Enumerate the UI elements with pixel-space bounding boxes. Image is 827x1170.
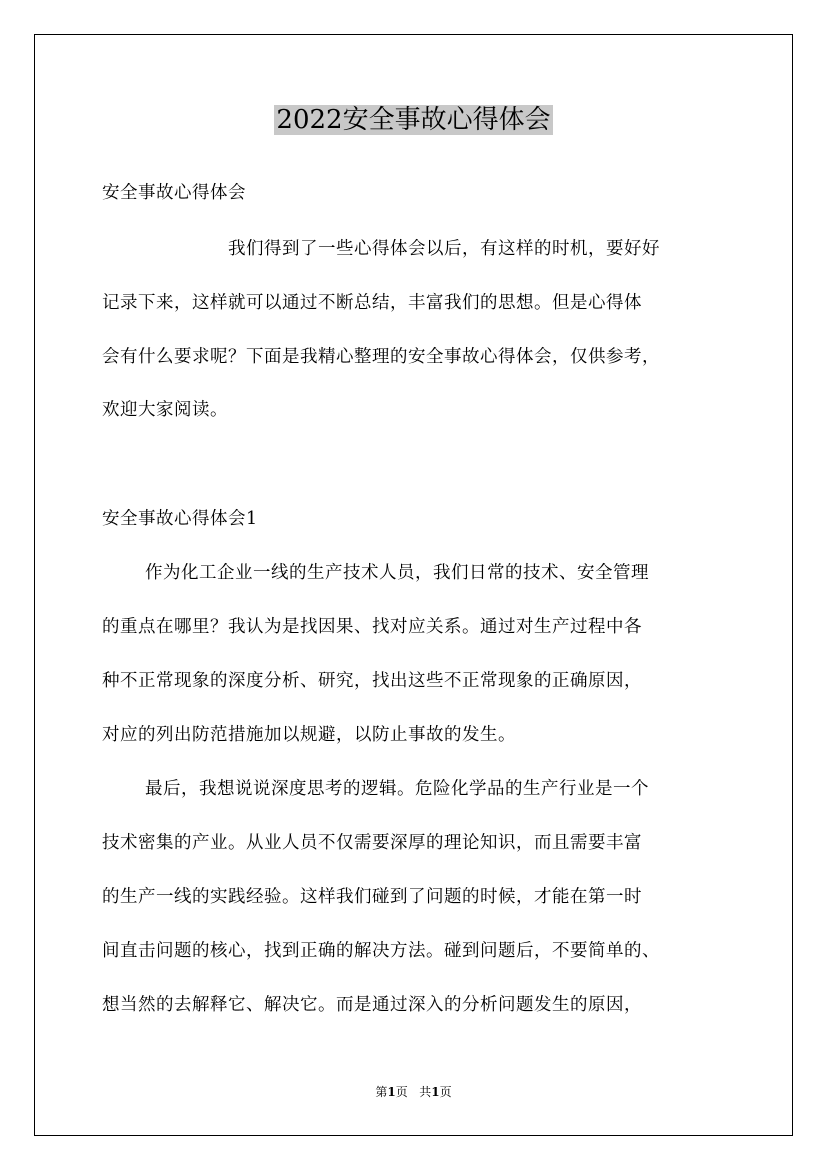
page-footer bbox=[0, 1083, 827, 1101]
paragraph-line: 作为化工企业一线的生产技术人员，我们日常的技术、安全管理 bbox=[145, 563, 649, 583]
intro-line: 记录下来，这样就可以通过不断总结，丰富我们的思想。但是心得体 bbox=[102, 293, 642, 313]
paragraph-line: 最后，我想说说深度思考的逻辑。危险化学品的生产行业是一个 bbox=[145, 779, 649, 799]
paragraph-line: 的重点在哪里？我认为是找因果、找对应关系。通过对生产过程中各 bbox=[102, 617, 642, 637]
page-suffix: 页 bbox=[395, 1085, 408, 1099]
paragraph-line: 的生产一线的实践经验。这样我们碰到了问题的时候，才能在第一时 bbox=[102, 887, 642, 907]
total-pages: 1 bbox=[431, 1085, 440, 1099]
page-number: 1 bbox=[387, 1085, 396, 1099]
intro-line: 欢迎大家阅读。 bbox=[102, 400, 228, 420]
intro-line: 我们得到了一些心得体会以后，有这样的时机，要好好 bbox=[228, 239, 660, 259]
document-title-text: 2022安全事故心得体会 bbox=[276, 105, 551, 135]
total-prefix: 共 bbox=[419, 1085, 432, 1099]
intro-line: 会有什么要求呢？下面是我精心整理的安全事故心得体会，仅供参考， bbox=[102, 347, 660, 367]
document-title bbox=[0, 100, 827, 140]
section-heading: 安全事故心得体会1 bbox=[102, 509, 258, 529]
paragraph-line: 间直击问题的核心，找到正确的解决方法。碰到问题后，不要简单的、 bbox=[102, 941, 660, 961]
paragraph-line: 技术密集的产业。从业人员不仅需要深厚的理论知识，而且需要丰富 bbox=[102, 833, 642, 853]
paragraph-line: 想当然的去解释它、解决它。而是通过深入的分析问题发生的原因， bbox=[102, 995, 642, 1015]
paragraph-line: 对应的列出防范措施加以规避，以防止事故的发生。 bbox=[102, 725, 516, 745]
total-suffix: 页 bbox=[439, 1085, 452, 1099]
paragraph-line: 种不正常现象的深度分析、研究，找出这些不正常现象的正确原因， bbox=[102, 671, 642, 691]
page-prefix: 第 bbox=[375, 1085, 388, 1099]
document-subtitle: 安全事故心得体会 bbox=[102, 183, 246, 203]
